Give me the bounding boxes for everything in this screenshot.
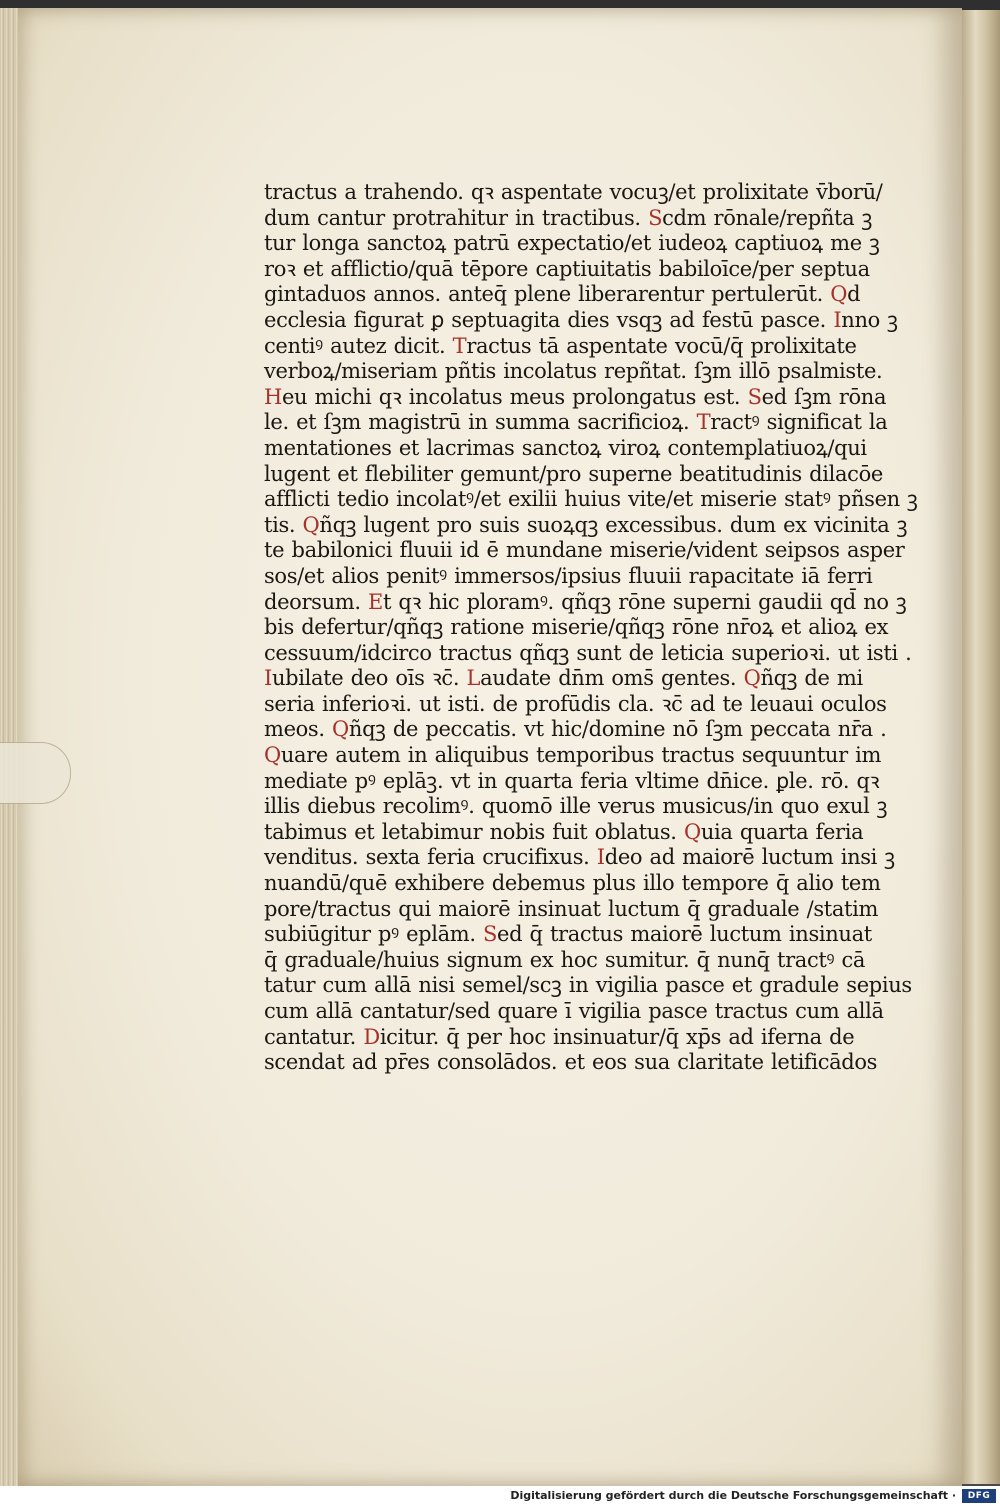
line-text: meos. bbox=[264, 717, 333, 742]
line-text: cantatur. bbox=[264, 1024, 364, 1049]
text-line bbox=[264, 897, 884, 923]
line-text: mentationes et lacrimas sanctoꝝ viroꝝ contemplatiuoꝝ/qui bbox=[264, 435, 867, 460]
rubricated-initial: I bbox=[833, 307, 842, 332]
line-text: bis defertur/qñqꝫ ratione miserie/qñqꝫ rōne nr̄oꝝ et alioꝝ ex bbox=[264, 615, 889, 640]
line-text: eu michi qꝛ incolatus meus prolongatus est. bbox=[281, 384, 748, 409]
line-text: scendat ad pr̄es consolādos. et eos sua claritate letificādos bbox=[264, 1050, 878, 1075]
text-line bbox=[264, 462, 884, 488]
rubricated-initial: I bbox=[596, 845, 605, 870]
line-text: uare autem in aliquibus temporibus tractus sequuntur im bbox=[280, 743, 882, 768]
text-line bbox=[264, 769, 884, 795]
text-line bbox=[264, 666, 884, 692]
line-text: roꝛ et afflictio/quā tēpore captiuitatis babiloīce/per septua bbox=[264, 256, 870, 281]
line-text: q̄ graduale/huius signum ex hoc sumitur. q̄ nunq̄ tractꝰ cā bbox=[264, 947, 866, 972]
line-text: deo ad maiorē luctum insi ꝫ bbox=[604, 845, 895, 870]
rubricated-initial: S bbox=[482, 922, 498, 947]
line-text: uia quarta feria bbox=[700, 819, 864, 844]
text-line bbox=[264, 691, 887, 718]
text-line bbox=[264, 538, 905, 564]
text-line bbox=[264, 999, 884, 1025]
line-text: gintaduos annos. anteq̄ plene liberarentur pertulerūt. bbox=[264, 282, 831, 307]
text-line bbox=[264, 410, 888, 436]
text-line bbox=[264, 487, 918, 513]
line-text: verboꝝ/miseriam pñtis incolatus repñtat. ſꝫm illō psalmiste. bbox=[264, 359, 883, 384]
rubricated-initial: Q bbox=[264, 743, 281, 768]
dfg-logo: DFG bbox=[962, 1489, 996, 1503]
text-line bbox=[264, 845, 895, 871]
rubricated-initial: L bbox=[466, 666, 481, 691]
line-text: pore/tractus qui maiorē insinuat luctum q̄ graduale /statim bbox=[264, 896, 879, 921]
line-text: le. et ſꝫm magistrū in summa sacrificioꝝ. bbox=[264, 410, 697, 435]
text-line bbox=[264, 564, 884, 590]
text-line bbox=[264, 436, 884, 462]
page-marker-tab bbox=[0, 742, 71, 804]
text-line bbox=[264, 973, 912, 999]
rubricated-initial: S bbox=[747, 384, 762, 409]
line-text: deorsum. bbox=[264, 589, 368, 614]
text-line bbox=[264, 717, 887, 743]
rubricated-initial: Q bbox=[683, 819, 701, 844]
rubricated-initial: I bbox=[264, 666, 272, 691]
line-text: ubilate deo oīs ꝛc̄. bbox=[271, 666, 467, 691]
line-text: tatur cum allā nisi semel/scꝫ in vigilia pasce et gradule sepius bbox=[264, 973, 912, 998]
footer-credit: Digitalisierung gefördert durch die Deutsche Forschungsgemeinschaft · bbox=[510, 1489, 956, 1502]
text-line bbox=[264, 794, 888, 820]
text-line bbox=[264, 948, 884, 974]
rubricated-initial: H bbox=[264, 384, 282, 409]
line-text: icitur. q̄ per hoc insinuatur/q̄ xp̄s ad iferna de bbox=[379, 1024, 855, 1049]
line-text: subiūgitur pꝰ eplām. bbox=[264, 922, 483, 947]
line-text: tabimus et letabimur nobis fuit oblatus. bbox=[264, 819, 684, 844]
text-line bbox=[264, 257, 884, 283]
text-line bbox=[264, 180, 884, 206]
text-line bbox=[264, 640, 912, 667]
text-line bbox=[264, 206, 884, 232]
line-text: ecclesia figurat ꝑ septuagita dies vsqꝫ ad festū pasce. bbox=[264, 307, 834, 332]
line-text: d bbox=[847, 282, 861, 307]
line-text: nno ꝫ bbox=[841, 307, 898, 332]
text-line bbox=[264, 1025, 884, 1051]
text-line bbox=[264, 1050, 884, 1076]
text-line bbox=[264, 820, 884, 846]
line-text: centiꝰ autez dicit. bbox=[264, 333, 453, 358]
rubricated-initial: T bbox=[452, 333, 467, 358]
line-text: ñqꝫ de peccatis. vt hic/domine nō ſꝫm peccata nr̄a . bbox=[348, 717, 887, 742]
line-text: sos/et alios penitꝰ immersos/ipsius fluuii rapacitate iā ferri bbox=[264, 563, 873, 588]
rubricated-initial: S bbox=[648, 205, 663, 230]
line-text: cum allā cantatur/sed quare ī vigilia pasce tractus cum allā bbox=[264, 999, 884, 1023]
text-line bbox=[264, 384, 887, 411]
text-line bbox=[264, 231, 884, 257]
line-text: ractꝰ significat la bbox=[710, 410, 888, 435]
line-text: ed q̄ tractus maiorē luctum insinuat bbox=[497, 922, 872, 947]
line-text: cessuum/idcirco tractus qñqꝫ sunt de leticia superioꝛi. ut isti . bbox=[264, 640, 912, 665]
line-text: ractus tā aspentate vocū/q̄ prolixitate bbox=[466, 333, 857, 358]
line-text: tur longa sanctoꝝ patrū expectatio/et iudeoꝝ captiuoꝝ me ꝫ bbox=[264, 231, 880, 256]
line-text: ñqꝫ lugent pro suis suoꝝqꝫ excessibus. dum ex vicinita ꝫ bbox=[319, 512, 908, 537]
line-text: seria inferioꝛi. ut isti. de profūdis cla. ꝛc̄ ad te leuaui oculos bbox=[264, 691, 887, 716]
rubricated-initial: T bbox=[696, 410, 711, 435]
rubricated-initial: Q bbox=[332, 717, 349, 742]
text-column bbox=[264, 180, 918, 1076]
line-text: ñqꝫ de mi bbox=[760, 666, 863, 691]
text-line bbox=[264, 512, 908, 539]
text-line bbox=[264, 334, 884, 360]
line-text: illis diebus recolimꝰ. quomō ille verus musicus/in quo exul ꝫ bbox=[264, 794, 888, 819]
line-text: afflicti tedio incolatꝰ/et exilii huius vite/et miserie statꝰ pñsen ꝫ bbox=[264, 487, 918, 512]
page-gutter bbox=[962, 10, 1000, 1484]
text-line bbox=[264, 282, 884, 308]
rubricated-initial: Q bbox=[743, 666, 761, 691]
line-text: mediate pꝰ eplāꝫ. vt in quarta feria vltime dn̄ice. ꝑle. rō. qꝛ bbox=[264, 768, 880, 793]
text-line bbox=[264, 743, 884, 769]
text-line bbox=[264, 922, 884, 948]
footer-bar bbox=[0, 1486, 1000, 1506]
text-line bbox=[264, 589, 907, 616]
rubricated-initial: E bbox=[367, 589, 383, 614]
text-line bbox=[264, 307, 898, 334]
text-line bbox=[264, 871, 884, 897]
line-text: tis. bbox=[264, 512, 303, 537]
line-text: t qꝛ hic ploramꝰ. qñqꝫ rōne superni gaudii qd̄ no ꝫ bbox=[382, 589, 907, 614]
line-text: tractus a trahendo. qꝛ aspentate vocuꝫ/et prolixitate v̄borū/ bbox=[264, 180, 883, 204]
line-text: nuandū/quē exhibere debemus plus illo tempore q̄ alio tem bbox=[264, 871, 881, 896]
line-text: audate dn̄m oms̄ gentes. bbox=[480, 666, 744, 691]
line-text: ed ſꝫm rōna bbox=[761, 384, 887, 409]
line-text: lugent et flebiliter gemunt/pro superne beatitudinis dilacōe bbox=[264, 461, 883, 486]
line-text: venditus. sexta feria crucifixus. bbox=[264, 845, 597, 870]
rubricated-initial: Q bbox=[830, 282, 848, 307]
text-line bbox=[264, 615, 889, 641]
text-line bbox=[264, 359, 884, 385]
rubricated-initial: Q bbox=[302, 512, 320, 537]
line-text: te babilonici fluuii id ē mundane miserie/vident seipsos asper bbox=[264, 538, 905, 563]
line-text: dum cantur protrahitur in tractibus. bbox=[264, 205, 649, 230]
line-text: cdm rōnale/repñta ꝫ bbox=[662, 205, 872, 230]
rubricated-initial: D bbox=[363, 1024, 380, 1049]
